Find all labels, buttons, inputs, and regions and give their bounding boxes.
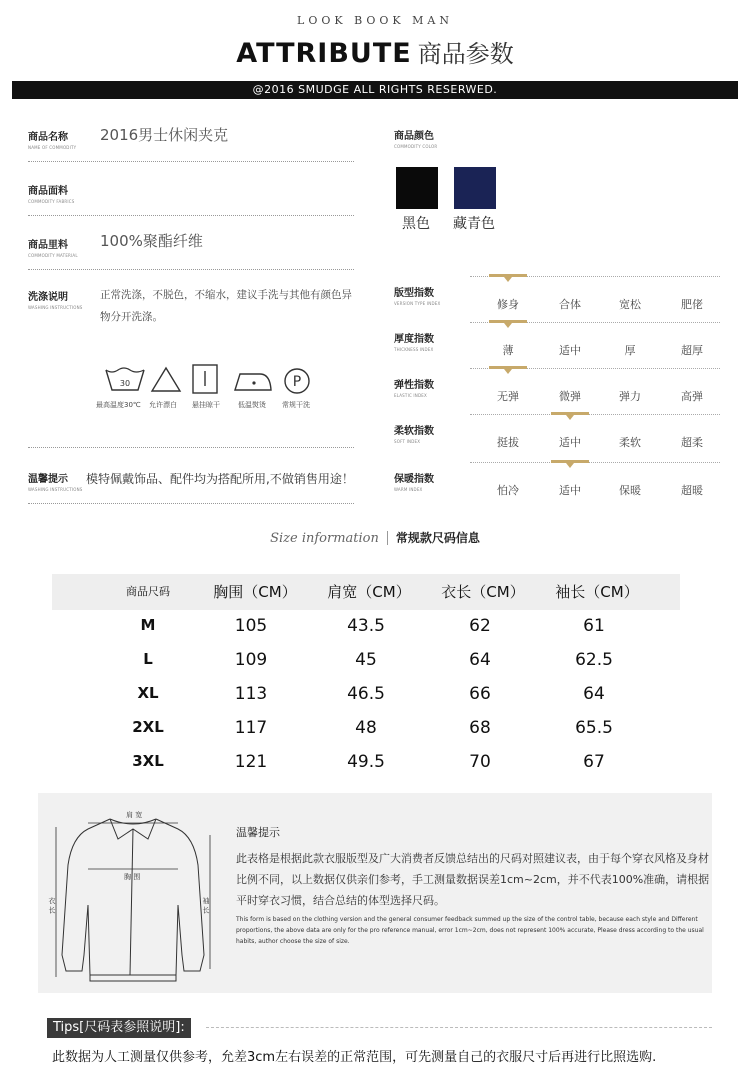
- index-label-cn: 弹性指数: [394, 380, 434, 391]
- size-table-cell: 46.5: [347, 684, 385, 704]
- attr-label-en: COMMODITY MATERIAL: [28, 253, 78, 258]
- size-title-cn: 常规款尺码信息: [395, 531, 480, 545]
- wash-caption-hang: 悬挂晾干: [192, 401, 220, 409]
- color-section-label: [394, 127, 437, 149]
- size-table-cell: L: [143, 650, 153, 668]
- index-option[interactable]: 超暖: [681, 484, 703, 497]
- attr-label-en: WASHING INSTRUCTIONS: [28, 487, 83, 492]
- index-option[interactable]: 弹力: [619, 390, 641, 403]
- index-label: [394, 422, 434, 444]
- size-header-cell: 商品尺码: [126, 585, 170, 598]
- size-table-cell: 2XL: [132, 718, 164, 736]
- lookbook-caption: LOOK BOOK MAN: [297, 14, 453, 27]
- index-label-en: WARM INDEX: [394, 487, 423, 492]
- size-table-cell: 105: [234, 616, 268, 636]
- attr-row-tip: [28, 456, 354, 504]
- size-table-cell: 121: [234, 752, 268, 772]
- index-option[interactable]: 挺拔: [497, 436, 519, 449]
- tips-label: Tips[尺码表参照说明]:: [47, 1018, 191, 1038]
- size-table-cell: 64: [583, 684, 605, 704]
- size-table-cell: 109: [234, 650, 268, 670]
- size-table-cell: M: [140, 616, 156, 634]
- index-option[interactable]: 薄: [502, 344, 514, 357]
- index-row: [394, 276, 720, 322]
- attr-label: [28, 236, 78, 258]
- attr-label-cn: 商品面料: [28, 186, 68, 197]
- size-table-cell: 61: [583, 616, 605, 636]
- wash-caption-iron: 低温熨烫: [238, 401, 266, 409]
- dry-clean-p-text: P: [292, 374, 302, 390]
- size-header-cell: 袖长（CM）: [555, 583, 639, 601]
- size-table-cell: 3XL: [132, 752, 164, 770]
- index-label-en: SOFT INDEX: [394, 439, 421, 444]
- notice-text-en: This form is based on the clothing version and the general consumer feedback summed up the size of the control table, because each style and Different proportions, the above data are only for the pro reference manual, error 1cm~2cm, does not represent 100% accurate, Please dress according to the usual habits, author choose the size of size.: [236, 916, 704, 945]
- index-label: [394, 376, 434, 398]
- size-table-cell: 62: [469, 616, 491, 636]
- index-label-en: THICKNESS INDEX: [394, 347, 434, 352]
- title-en: ATTRIBUTE: [236, 38, 412, 69]
- wash-30-icon: [104, 366, 146, 394]
- index-option[interactable]: 厚: [624, 344, 636, 357]
- attr-row-name: [28, 116, 354, 162]
- size-title-separator: [387, 531, 388, 545]
- index-selected-marker: [551, 412, 589, 415]
- jacket-diagram: [48, 805, 218, 985]
- index-option[interactable]: 适中: [559, 344, 581, 357]
- size-table-cell: 62.5: [575, 650, 613, 670]
- size-table-cell: 45: [355, 650, 377, 670]
- index-option[interactable]: 柔软: [619, 436, 641, 449]
- attr-label-en: NAME OF COMMODITY: [28, 145, 77, 150]
- attr-label-en: WASHING INSTRUCTIONS: [28, 305, 83, 310]
- low-iron-icon: [232, 368, 274, 394]
- size-table-cell: 68: [469, 718, 491, 738]
- attr-label: [28, 128, 76, 150]
- notice-text-cn: 此表格是根据此款衣服版型及广大消费者反馈总结出的尺码对照建议表，由于每个穿衣风格及身材比例不同，以上数据仅供亲们参考，手工测量数据误差1cm~2cm，并不代表100%准确，请根据平时穿衣习惯，结合总结的体型选择尺码。: [236, 852, 710, 907]
- size-table-cell: 67: [583, 752, 605, 772]
- index-option[interactable]: 适中: [559, 436, 581, 449]
- diagram-label-chest: 胸 围: [124, 873, 141, 881]
- attr-value-wash: 正常洗涤，不脱色，不缩水，建议手洗与其他有颜色异物分开洗涤。: [100, 289, 352, 323]
- wash-caption-temp: 最高温度30℃: [96, 401, 141, 409]
- attr-label: [28, 182, 75, 204]
- diagram-label-sleeve: 袖 长: [202, 897, 210, 914]
- index-row: [394, 322, 720, 368]
- wash-caption-bleach: 允许漂白: [149, 401, 177, 409]
- color-label-en: COMMODITY COLOR: [394, 144, 438, 149]
- attr-row-lining: [28, 224, 354, 270]
- attr-value-lining: 100%聚酯纤维: [100, 232, 203, 250]
- notice-title: 温馨提示: [236, 826, 280, 839]
- color-swatch-navy[interactable]: [454, 167, 496, 209]
- attr-label: [28, 288, 83, 310]
- index-label: [394, 330, 434, 352]
- index-row: [394, 368, 720, 414]
- attr-label-cn: 商品名称: [28, 132, 68, 143]
- index-option[interactable]: 保暖: [619, 484, 641, 497]
- size-table-cell: 113: [234, 684, 268, 704]
- size-table-cell: XL: [137, 684, 159, 702]
- size-header-cell: 肩宽（CM）: [327, 583, 411, 601]
- size-table-cell: 117: [234, 718, 268, 738]
- size-title-en: Size information: [270, 531, 379, 546]
- index-option[interactable]: 怕冷: [497, 484, 519, 497]
- size-table-cell: 70: [469, 752, 491, 772]
- index-label: [394, 470, 434, 492]
- diagram-label-shoulder: 肩 宽: [126, 811, 143, 819]
- size-table-header: [52, 574, 680, 610]
- size-header-cell: 衣长（CM）: [441, 583, 525, 601]
- attr-row-wash: [28, 280, 354, 448]
- index-option[interactable]: 高弹: [681, 390, 703, 403]
- bleach-triangle-icon: [150, 366, 182, 394]
- attr-label-cn: 温馨提示: [28, 474, 68, 485]
- index-row: [394, 414, 720, 460]
- index-option[interactable]: 无弹: [497, 390, 519, 403]
- index-selected-marker: [489, 366, 527, 369]
- diagram-label-length: 衣 长: [48, 897, 56, 914]
- attr-value-name: 2016男士休闲夹克: [100, 126, 229, 144]
- index-label-cn: 保暖指数: [394, 474, 434, 485]
- index-label: [394, 284, 440, 306]
- attr-label-cn: 洗涤说明: [28, 292, 68, 303]
- size-table-cell: 48: [355, 718, 377, 738]
- index-option[interactable]: 修身: [497, 298, 519, 311]
- wash-caption-dryclean: 常规干洗: [282, 401, 310, 409]
- index-option[interactable]: 适中: [559, 484, 581, 497]
- color-label-black: 黑色: [402, 216, 430, 232]
- index-label-cn: 版型指数: [394, 288, 434, 299]
- index-track: [470, 462, 720, 463]
- size-table-cell: 64: [469, 650, 491, 670]
- size-table-cell: 65.5: [575, 718, 613, 738]
- index-label-cn: 柔软指数: [394, 426, 434, 437]
- index-selected-marker: [489, 320, 527, 323]
- index-option[interactable]: 宽松: [619, 298, 641, 311]
- index-option[interactable]: 肥佬: [681, 298, 703, 311]
- index-label-en: ELASTIC INDEX: [394, 393, 427, 398]
- tips-divider: [206, 1027, 712, 1028]
- page-title: [0, 34, 750, 74]
- title-cn: 商品参数: [417, 40, 514, 68]
- color-label-navy: 藏青色: [453, 216, 495, 232]
- tips-text: 此数据为人工测量仅供参考，允差3cm左右误差的正常范围，可先测量自己的衣服尺寸后再进行比照选购.: [52, 1050, 657, 1065]
- index-option[interactable]: 超厚: [681, 344, 703, 357]
- hang-dry-icon: [192, 364, 218, 394]
- attr-label-en: COMMODITY FABRICS: [28, 199, 75, 204]
- index-selected-marker: [551, 460, 589, 463]
- index-track: [470, 414, 720, 415]
- size-header-cell: 胸围（CM）: [213, 583, 297, 601]
- index-option[interactable]: 超柔: [681, 436, 703, 449]
- index-option[interactable]: 微弹: [559, 390, 581, 403]
- wash-30-icon-text: 30: [119, 379, 131, 388]
- size-heading: [0, 527, 750, 546]
- size-table-cell: 49.5: [347, 752, 385, 772]
- index-selected-marker: [489, 274, 527, 277]
- color-swatch-black[interactable]: [396, 167, 438, 209]
- size-table-cell: 66: [469, 684, 491, 704]
- dry-clean-p-icon: [282, 366, 312, 396]
- index-option[interactable]: 合体: [559, 298, 581, 311]
- attr-label-cn: 商品里料: [28, 240, 68, 251]
- attr-label: [28, 470, 83, 492]
- index-label-en: VERSION TYPE INDEX: [394, 301, 441, 306]
- color-label-cn: 商品颜色: [394, 131, 434, 142]
- copyright-bar: @2016 SMUDGE ALL RIGHTS RESERWED.: [12, 81, 738, 99]
- attr-value-tip: 模特佩戴饰品、配件均为搭配所用,不做销售用途！: [86, 472, 354, 486]
- index-row: [394, 462, 720, 508]
- attr-row-fabric: [28, 170, 354, 216]
- size-table-cell: 43.5: [347, 616, 385, 636]
- index-label-cn: 厚度指数: [394, 334, 434, 345]
